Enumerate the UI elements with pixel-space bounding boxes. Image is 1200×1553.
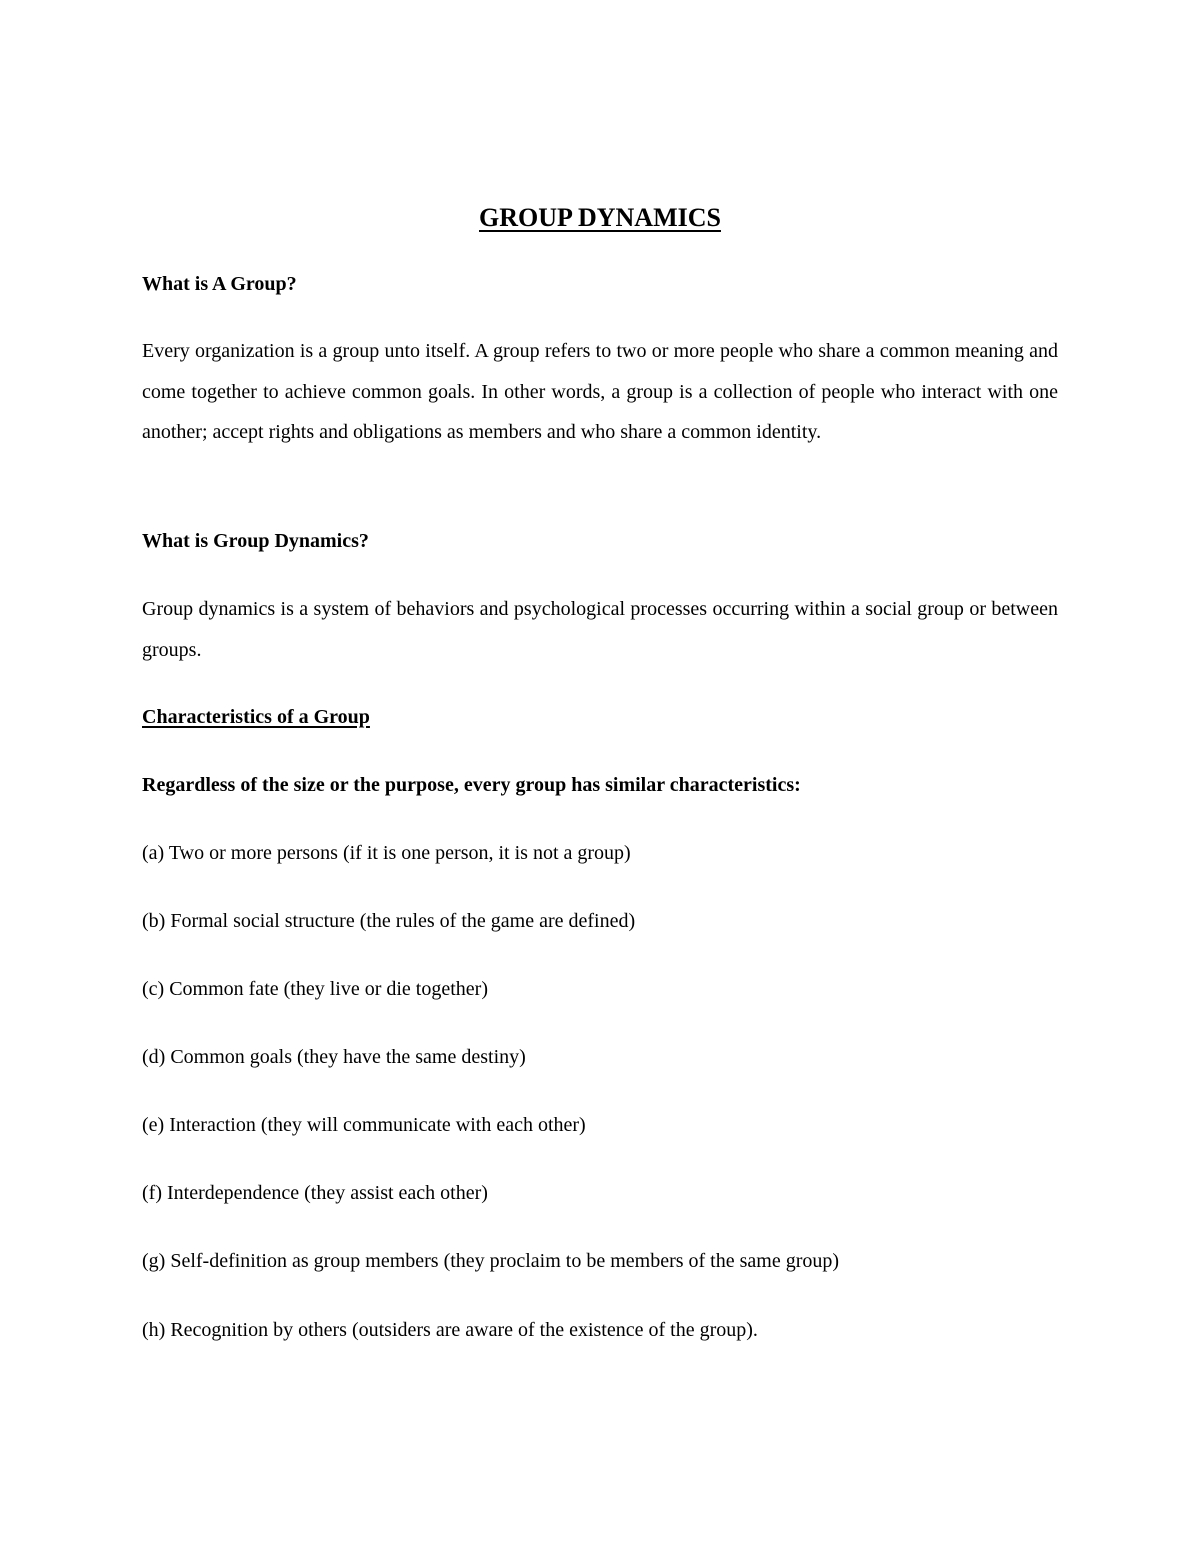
section-heading-what-is-group-dynamics: What is Group Dynamics?: [142, 530, 369, 552]
document-title: GROUP DYNAMICS: [479, 203, 721, 232]
section-body-what-is-group-dynamics: Group dynamics is a system of behaviors and psychological processes occurring within a social group or between groups.: [142, 598, 1058, 661]
characteristic-item: (c) Common fate (they live or die together): [142, 978, 488, 1000]
characteristic-item: (a) Two or more persons (if it is one person, it is not a group): [142, 842, 631, 864]
characteristic-item: (h) Recognition by others (outsiders are aware of the existence of the group).: [142, 1319, 758, 1341]
characteristic-item: (e) Interaction (they will communicate with each other): [142, 1114, 586, 1136]
characteristics-heading: Characteristics of a Group: [142, 706, 370, 728]
section-body-what-is-a-group: Every organization is a group unto itself. A group refers to two or more people who share a common meaning and come together to achieve common goals. In other words, a group is a collection of people who interact with one another; accept rights and obligations as members and who share a common identity.: [142, 340, 1058, 443]
characteristic-item: (b) Formal social structure (the rules of the game are defined): [142, 910, 636, 932]
characteristic-item: (g) Self-definition as group members (they proclaim to be members of the same group): [142, 1250, 840, 1272]
characteristic-item: (f) Interdependence (they assist each other): [142, 1182, 488, 1204]
characteristics-intro: Regardless of the size or the purpose, every group has similar characteristics:: [142, 774, 801, 796]
section-heading-what-is-a-group: What is A Group?: [142, 273, 297, 295]
characteristic-item: (d) Common goals (they have the same destiny): [142, 1046, 526, 1068]
